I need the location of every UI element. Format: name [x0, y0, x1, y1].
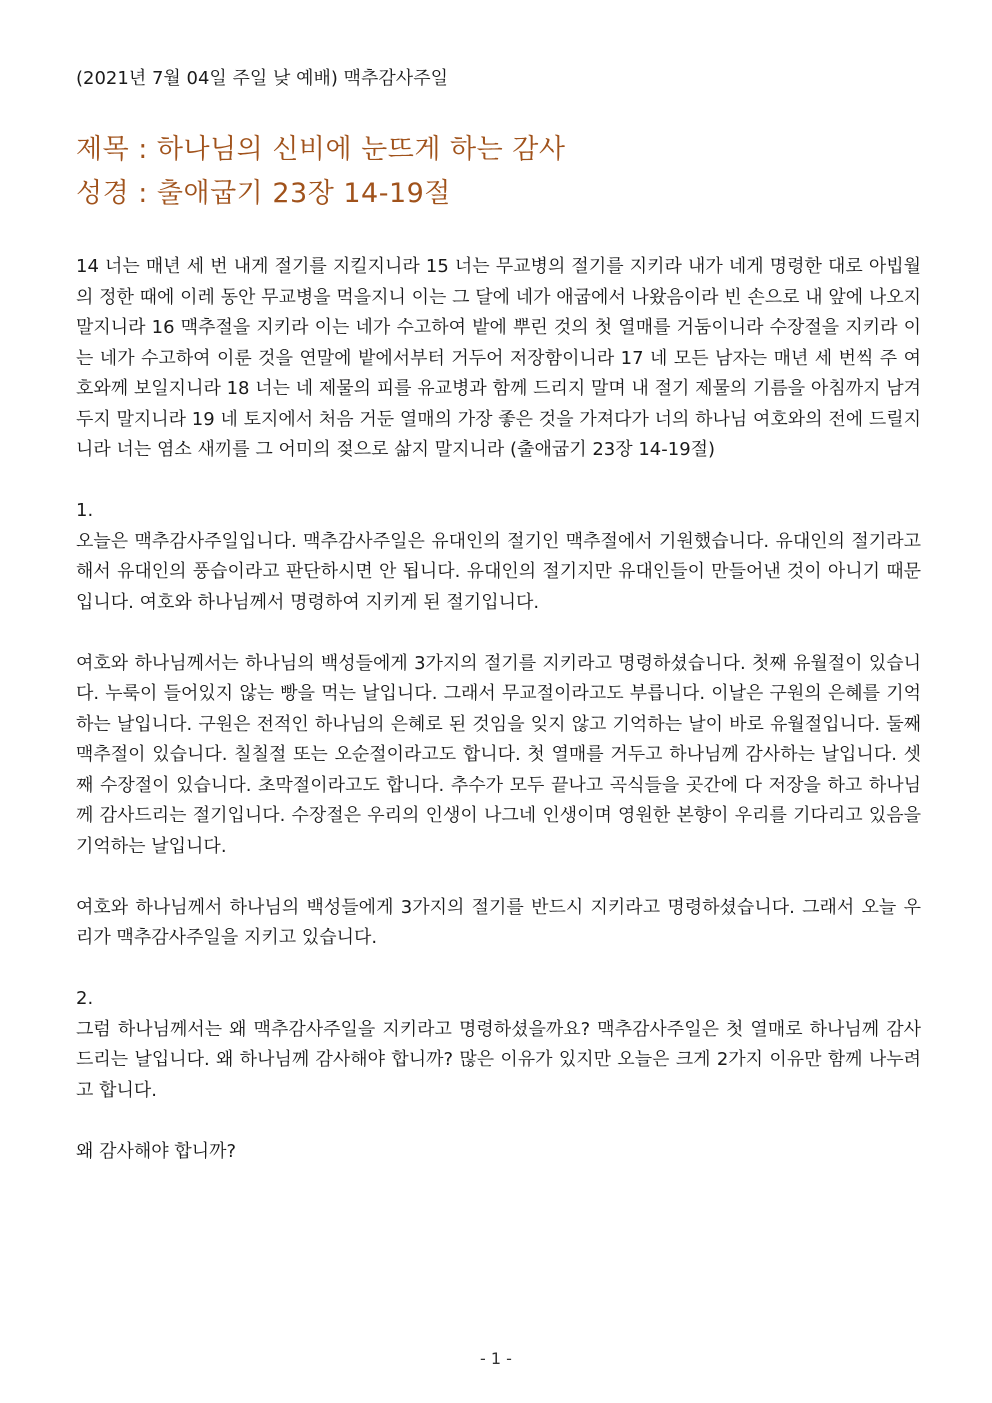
- section-1-paragraph-3: 여호와 하나님께서 하나님의 백성들에게 3가지의 절기를 반드시 지키라고 명령하셨습니다. 그래서 오늘 우리가 맥추감사주일을 지키고 있습니다.: [76, 896, 921, 948]
- sermon-body: [76, 252, 921, 1167]
- scripture-reference: 성경 : 출애굽기 23장 14-19절: [76, 178, 451, 209]
- scripture-text: 14 너는 매년 세 번 내게 절기를 지킬지니라 15 너는 무교병의 절기를 지키라 내가 네게 명령한 대로 아빕월의 정한 때에 이레 동안 무교병을 먹을지니 이는 그 달에 네가 애굽에서 나왔음이라 빈 손으로 내 앞에 나오지 말지니라 16 맥추절을 지키라 이는 네가 수고하여 밭에 뿌린 것의 첫 열매를 거둠이니라 수장절을 지키라 이는 네가 수고하여 이룬 것을 연말에 밭에서부터 거두어 저장함이니라 17 네 모든 남자는 매년 세 번씩 주 여호와께 보일지니라 18 너는 네 제물의 피를 유교병과 함께 드리지 말며 내 절기 제물의 기름을 아침까지 남겨두지 말지니라 19 네 토지에서 처음 거둔 열매의 가장 좋은 것을 가져다가 너의 하나님 여호와의 전에 드릴지니라 너는 염소 새끼를 그 어미의 젖으로 삶지 말지니라 (출애굽기 23장 14-19절): [76, 256, 921, 460]
- section-1-number: 1.: [76, 500, 94, 521]
- section-1-paragraph-1: 오늘은 맥추감사주일입니다. 맥추감사주일은 유대인의 절기인 맥추절에서 기원했습니다. 유대인의 절기라고 해서 유대인의 풍습이라고 판단하시면 안 됩니다. 유대인의 절기지만 유대인들이 만들어낸 것이 아니기 때문입니다. 여호와 하나님께서 명령하여 지키게 된 절기입니다.: [76, 530, 921, 613]
- service-header: (2021년 7월 04일 주일 낮 예배) 맥추감사주일: [76, 68, 448, 89]
- section-1-paragraph-2: 여호와 하나님께서는 하나님의 백성들에게 3가지의 절기를 지키라고 명령하셨습니다. 첫째 유월절이 있습니다. 누룩이 들어있지 않는 빵을 먹는 날입니다. 그래서 무교절이라고도 부릅니다. 이날은 구원의 은혜를 기억하는 날입니다. 구원은 전적인 하나님의 은혜로 된 것임을 잊지 않고 기억하는 날이 바로 유월절입니다. 둘째 맥추절이 있습니다. 칠칠절 또는 오순절이라고도 합니다. 첫 열매를 거두고 하나님께 감사하는 날입니다. 셋째 수장절이 있습니다. 초막절이라고도 합니다. 추수가 모두 끝나고 곡식들을 곳간에 다 저장을 하고 하나님께 감사드리는 절기입니다. 수장절은 우리의 인생이 나그네 인생이며 영원한 본향이 우리를 기다리고 있음을 기억하는 날입니다.: [76, 652, 921, 857]
- section-2-question: 왜 감사해야 합니까?: [76, 1140, 237, 1162]
- paragraph-gap: [76, 862, 921, 893]
- section-2-paragraph-1: 그럼 하나님께서는 왜 맥추감사주일을 지키라고 명령하셨을까요? 맥추감사주일은 첫 열매로 하나님께 감사드리는 날입니다. 왜 하나님께 감사해야 합니까? 많은 이유가 있지만 오늘은 크게 2가지 이유만 함께 나누려고 합니다.: [76, 1018, 921, 1101]
- paragraph-gap: [76, 1106, 921, 1137]
- sermon-title-block: [76, 128, 565, 216]
- paragraph-gap: [76, 954, 921, 985]
- page-number: - 1 -: [480, 1349, 512, 1368]
- paragraph-gap: [76, 466, 921, 497]
- sermon-title: 제목 : 하나님의 신비에 눈뜨게 하는 감사: [76, 134, 566, 165]
- section-2-number: 2.: [76, 988, 94, 1009]
- paragraph-gap: [76, 618, 921, 649]
